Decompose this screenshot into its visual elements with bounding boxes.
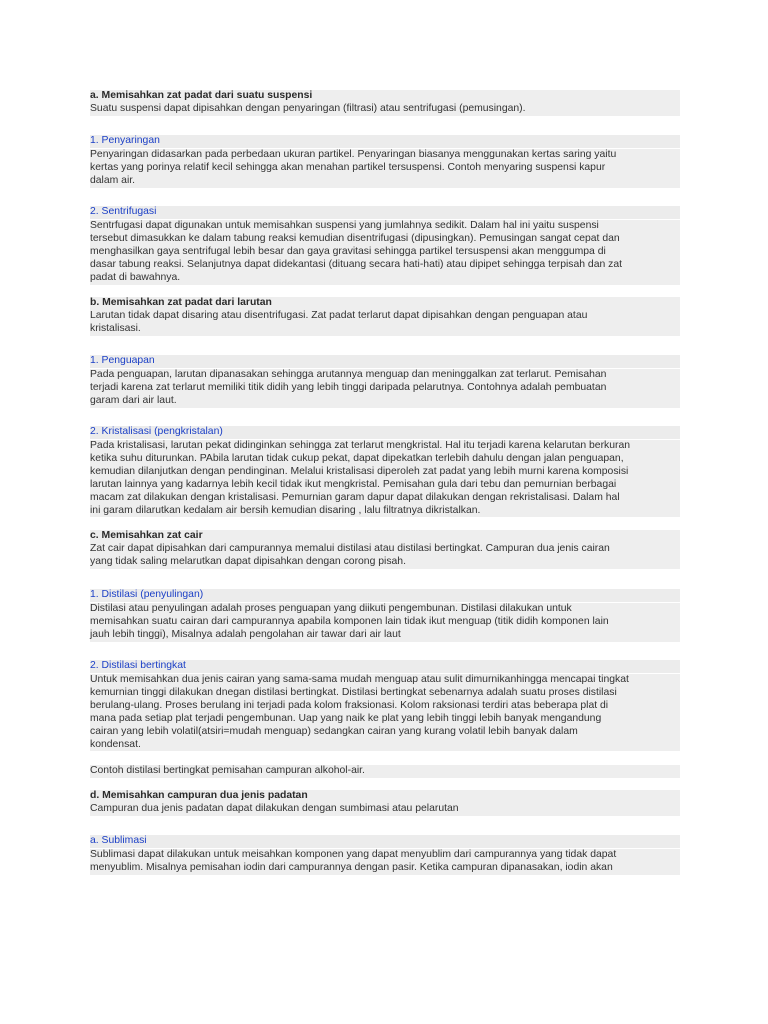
paragraph-line: larutan lainnya yang kadarnya lebih kecil tidak ikut mengkristal. Pemisahan gula dari tebu dan pemurnian berbagai (90, 479, 680, 492)
paragraph-line: terjadi karena zat terlarut memiliki titik didih yang lebih tinggi daripada pelarutnya. Contohnya adalah pembuatan (90, 382, 680, 395)
heading-line: b. Memisahkan zat padat dari larutan (90, 297, 680, 310)
subheading-line: a. Sublimasi (90, 835, 680, 848)
paragraph-line: Penyaringan didasarkan pada perbedaan ukuran partikel. Penyaringan biasanya menggunakan kertas saring yaitu (90, 149, 680, 162)
paragraph-line: ini garam dilarutkan kedalam air bersih kemudian disaring , lalu filtratnya dikristalkan. (90, 505, 680, 518)
paragraph (90, 765, 680, 778)
subheading-line: 2. Kristalisasi (pengkristalan) (90, 426, 680, 439)
subheading-line: 1. Penguapan (90, 355, 680, 368)
paragraph (90, 103, 680, 116)
subsection-heading (90, 426, 680, 439)
paragraph (90, 674, 680, 751)
paragraph-line: kertas yang porinya relatif kecil sehingga akan menahan partikel tersuspensi. Contoh menyaring suspensi kapur (90, 162, 680, 175)
paragraph-line: cairan yang lebih volatil(atsiri=mudah menguap) sedangkan cairan yang kurang volatil lebih banyak dalam (90, 726, 680, 739)
paragraph-line: berulang-ulang. Proses berulang ini terjadi pada kolom fraksionasi. Kolom raksionasi terdiri atas beberapa plat di (90, 700, 680, 713)
paragraph-line: kristalisasi. (90, 323, 680, 336)
paragraph (90, 149, 680, 188)
paragraph-line: Contoh distilasi bertingkat pemisahan campuran alkohol-air. (90, 765, 680, 778)
subsection-heading (90, 206, 680, 219)
paragraph-line: Pada kristalisasi, larutan pekat didinginkan sehingga zat terlarut mengkristal. Hal itu terjadi karena kelarutan berkuran (90, 440, 680, 453)
subsection-heading (90, 355, 680, 368)
paragraph-line: Campuran dua jenis padatan dapat dilakukan dengan sumbimasi atau pelarutan (90, 803, 680, 816)
paragraph (90, 220, 680, 285)
paragraph-line: macam zat dilakukan dengan kristalisasi. Pemurnian garam dapur dapat dilakukan dengan rekristalisasi. Dalam hal (90, 492, 680, 505)
paragraph-line: menghasilkan gaya sentrifugal lebih besar dan gaya gravitasi sehingga partikel tersuspensi akan menggumpa di (90, 246, 680, 259)
paragraph-line: yang tidak saling melarutkan dapat dipisahkan dengan corong pisah. (90, 556, 680, 569)
paragraph-line: kemurnian tinggi dilakukan dnegan distilasi bertingkat. Distilasi bertingkat sebenarnya adalah suatu proses distilasi (90, 687, 680, 700)
paragraph-line: kemudian dilanjutkan dengan pendinginan. Melalui kristalisasi diperoleh zat padat yang lebih murni karena komposisi (90, 466, 680, 479)
paragraph-line: kondensat. (90, 739, 680, 752)
subheading-line: 1. Penyaringan (90, 135, 680, 148)
paragraph-line: Sublimasi dapat dilakukan untuk meisahkan komponen yang dapat menyublim dari campurannya yang tidak dapat (90, 849, 680, 862)
paragraph-line: ketika suhu diturunkan. PAbila larutan tidak cukup pekat, dapat dipekatkan terlebih dahulu dengan jalan penguapan, (90, 453, 680, 466)
paragraph-line: jauh lebih tinggi), Misalnya adalah pengolahan air tawar dari air laut (90, 629, 680, 642)
paragraph-line: Suatu suspensi dapat dipisahkan dengan penyaringan (filtrasi) atau sentrifugasi (pemusingan). (90, 103, 680, 116)
paragraph-line: Sentrfugasi dapat digunakan untuk memisahkan suspensi yang jumlahnya sedikit. Dalam hal ini yaitu suspensi (90, 220, 680, 233)
paragraph-line: Distilasi atau penyulingan adalah proses penguapan yang diikuti pengembunan. Distilasi dilakukan untuk (90, 603, 680, 616)
paragraph (90, 543, 680, 569)
section-heading (90, 297, 680, 310)
paragraph-line: padat di bawahnya. (90, 272, 680, 285)
paragraph (90, 603, 680, 642)
paragraph (90, 803, 680, 816)
paragraph-line: Larutan tidak dapat disaring atau disentrifugasi. Zat padat terlarut dapat dipisahkan dengan penguapan atau (90, 310, 680, 323)
paragraph-line: menyublim. Misalnya pemisahan iodin dari campurannya dengan pasir. Ketika campuran dipanasakan, iodin akan (90, 862, 680, 875)
paragraph-line: Zat cair dapat dipisahkan dari campurannya memalui distilasi atau distilasi bertingkat. Campuran dua jenis cairan (90, 543, 680, 556)
paragraph-line: tersebut dimasukkan ke dalam tabung reaksi kemudian disentrifugasi (dipusingkan). Pemusingan sangat cepat dan (90, 233, 680, 246)
paragraph (90, 440, 680, 517)
paragraph-line: Untuk memisahkan dua jenis cairan yang sama-sama mudah menguap atau sulit dimurnikanhingga mencapai tingkat (90, 674, 680, 687)
paragraph-line: memisahkan suatu cairan dari campurannya apabila komponen lain tidak ikut menguap (titik didih komponen lain (90, 616, 680, 629)
subheading-line: 2. Distilasi bertingkat (90, 660, 680, 673)
subheading-line: 2. Sentrifugasi (90, 206, 680, 219)
paragraph-line: garam dari air laut. (90, 395, 680, 408)
subsection-heading (90, 589, 680, 602)
section-heading (90, 90, 680, 103)
heading-line: a. Memisahkan zat padat dari suatu suspensi (90, 90, 680, 103)
subsection-heading (90, 135, 680, 148)
heading-line: d. Memisahkan campuran dua jenis padatan (90, 790, 680, 803)
paragraph-line: dasar tabung reaksi. Selanjutnya dapat didekantasi (dituang secara hati-hati) atau dipipet sehingga terpisah dan zat (90, 259, 680, 272)
paragraph-line: dalam air. (90, 175, 680, 188)
subsection-heading (90, 835, 680, 848)
section-heading (90, 530, 680, 543)
paragraph-line: mana pada setiap plat terjadi pengembunan. Uap yang naik ke plat yang lebih tinggi lebih banyak mengandung (90, 713, 680, 726)
subheading-line: 1. Distilasi (penyulingan) (90, 589, 680, 602)
section-heading (90, 790, 680, 803)
paragraph-line: Pada penguapan, larutan dipanasakan sehingga arutannya menguap dan meninggalkan zat terlarut. Pemisahan (90, 369, 680, 382)
paragraph (90, 369, 680, 408)
paragraph (90, 310, 680, 336)
heading-line: c. Memisahkan zat cair (90, 530, 680, 543)
subsection-heading (90, 660, 680, 673)
paragraph (90, 849, 680, 875)
